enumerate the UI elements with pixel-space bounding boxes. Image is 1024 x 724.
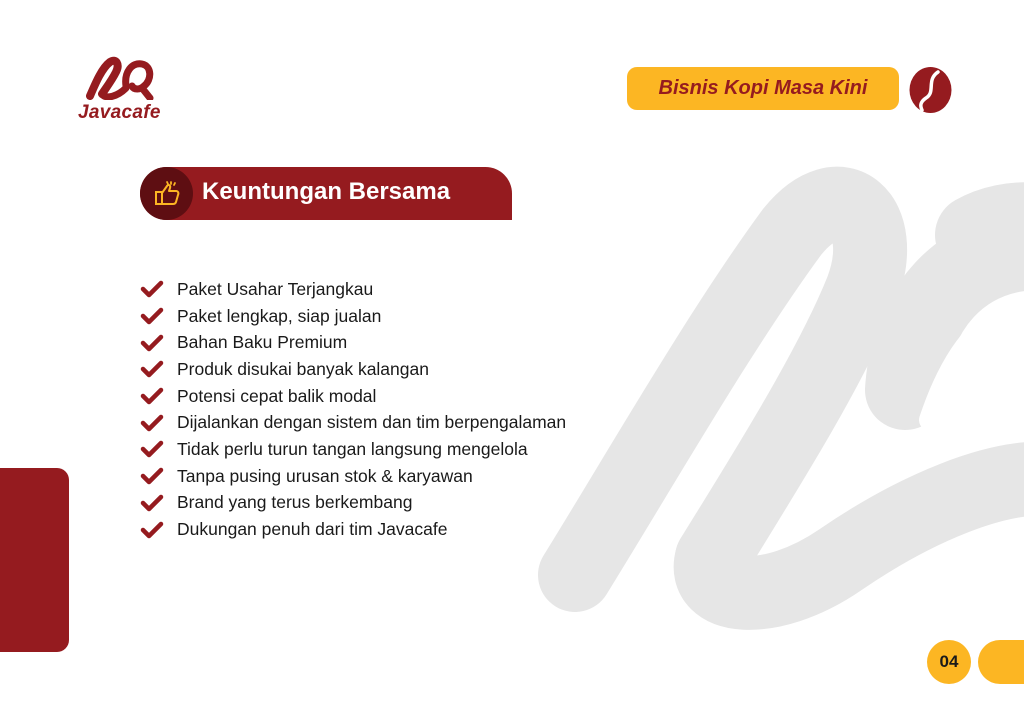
list-item [140, 409, 566, 436]
check-icon [140, 493, 164, 513]
benefit-label: Potensi cepat balik modal [177, 385, 377, 406]
list-item [140, 303, 566, 330]
check-icon [140, 386, 164, 406]
section-title: Keuntungan Bersama [202, 178, 451, 205]
check-icon [140, 439, 164, 459]
benefit-label: Paket Usahar Terjangkau [177, 278, 374, 299]
thumbs-up-icon [140, 167, 193, 220]
check-icon [140, 359, 164, 379]
tagline-badge [627, 67, 899, 110]
benefit-label: Paket lengkap, siap jualan [177, 305, 382, 326]
list-item [140, 490, 566, 517]
benefit-label: Tanpa pusing urusan stok & karyawan [177, 465, 473, 486]
list-item [140, 356, 566, 383]
benefit-label: Brand yang terus berkembang [177, 492, 413, 513]
list-item [140, 276, 566, 303]
benefit-label: Dijalankan dengan sistem dan tim berpengalaman [177, 412, 567, 433]
list-item [140, 463, 566, 490]
list-item [140, 436, 566, 463]
brand-name: Javacafe [78, 102, 161, 123]
section-header [140, 167, 512, 220]
list-item [140, 329, 566, 356]
left-accent-bar [0, 468, 69, 652]
list-item [140, 383, 566, 410]
page-tab-decoration [978, 640, 1024, 684]
list-item [140, 516, 566, 543]
benefits-list [140, 276, 566, 543]
benefit-label: Dukungan penuh dari tim Javacafe [177, 519, 448, 540]
javacafe-logo-icon [84, 56, 156, 100]
check-icon [140, 306, 164, 326]
benefit-label: Produk disukai banyak kalangan [177, 358, 429, 379]
benefit-label: Bahan Baku Premium [177, 332, 348, 353]
page-number: 04 [927, 640, 971, 684]
coffee-bean-icon [908, 66, 953, 114]
check-icon [140, 520, 164, 540]
tagline-text: Bisnis Kopi Masa Kini [658, 77, 868, 99]
check-icon [140, 413, 164, 433]
check-icon [140, 279, 164, 299]
benefit-label: Tidak perlu turun tangan langsung mengelola [177, 438, 528, 459]
check-icon [140, 466, 164, 486]
brand-logo [74, 56, 166, 126]
check-icon [140, 333, 164, 353]
